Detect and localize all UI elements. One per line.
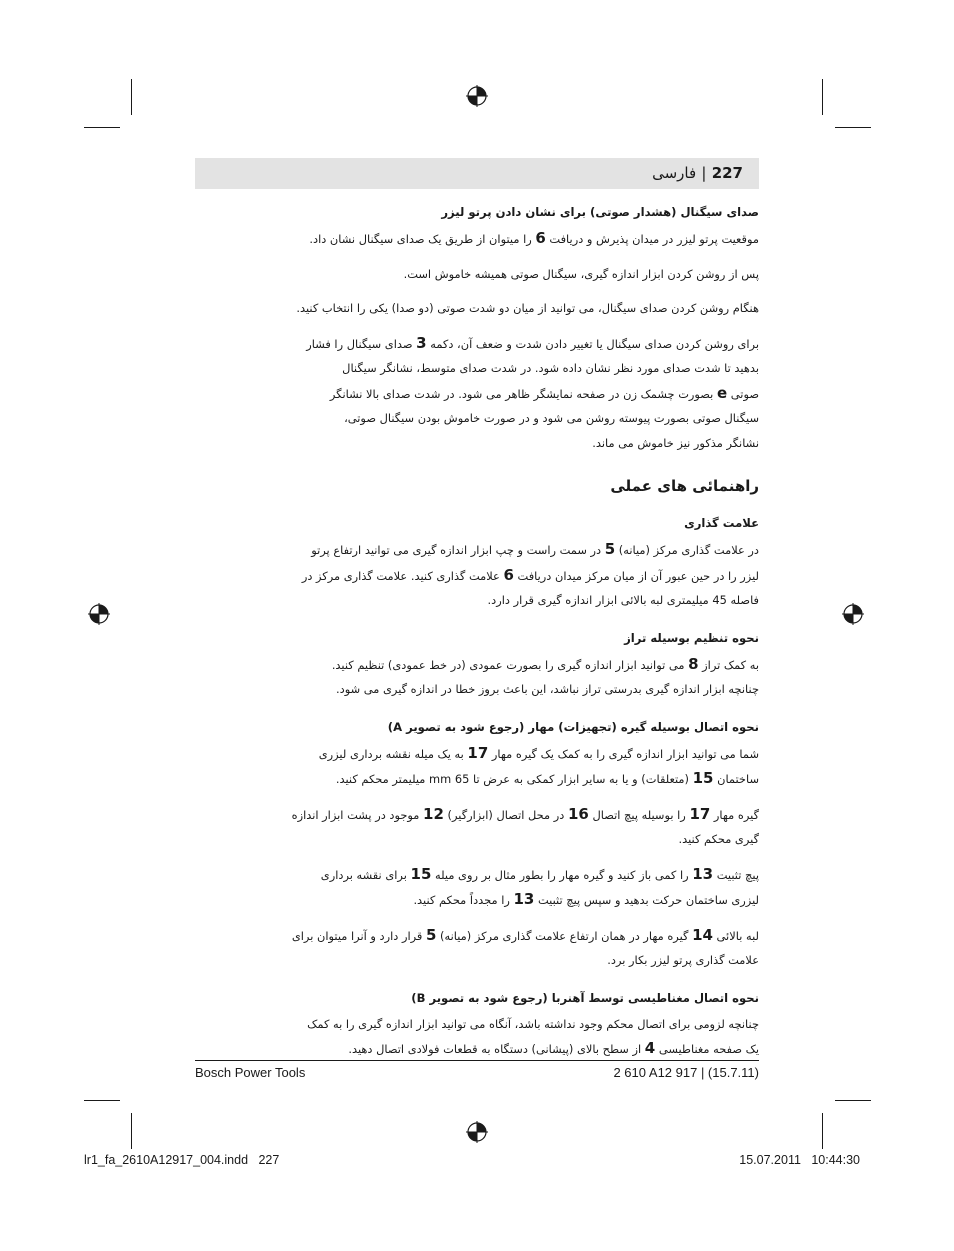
paragraph bbox=[195, 331, 759, 456]
slug-datetime: 15.07.2011 10:44:30 bbox=[739, 1153, 860, 1167]
text-line: بدهید تا شدت صدای مورد نظر نشان داده شود. در شدت صدای متوسط، نشانگر سیگنال bbox=[342, 361, 759, 375]
text-line: علامت گذاری پرتو لیزر بکار برد. bbox=[607, 953, 759, 967]
footer-rule bbox=[195, 1060, 759, 1061]
crop-mark-bottom-left-v bbox=[131, 1113, 132, 1149]
text-line: گیری محکم کنید. bbox=[678, 832, 759, 846]
slug-filename: lr1_fa_2610A12917_004.indd 227 bbox=[84, 1153, 280, 1167]
paragraph bbox=[195, 226, 759, 252]
crop-mark-top-right-h bbox=[835, 127, 871, 128]
text-line: چنانچه ابزار اندازه گیری بدرستی تراز نباشد، این باعث بروز خطا در اندازه گیری می شود. bbox=[336, 682, 759, 696]
text-line: فاصله 45 میلیمتری لبه بالائی ابزار اندازه گیری قرار دارد. bbox=[487, 593, 759, 607]
subsection-heading: نحوه اتصال بوسیله گیره (تجهیزات) مهار (رجوع شود به تصویر A) bbox=[387, 719, 759, 734]
text-line: سیگنال صوتی بصورت پیوسته روشن می شود و در صورت خاموش بودن سیگنال صوتی، bbox=[344, 411, 759, 425]
paragraph bbox=[195, 652, 759, 702]
spacer bbox=[195, 252, 759, 262]
page-number: 227 bbox=[711, 164, 743, 182]
text-line: برای روشن کردن صدای سیگنال یا تغییر دادن شدت و ضعف آن، دکمه 3 صدای سیگنال را فشار bbox=[306, 333, 759, 352]
text-line: گیره مهار 17 را بوسیله پیچ اتصال 16 در محل اتصال (ابزارگیر) 12 موجود در پشت ابزار اندازه bbox=[291, 804, 759, 823]
page-body bbox=[195, 200, 759, 1062]
crosshair-registration-icon bbox=[842, 603, 864, 625]
page-header bbox=[652, 164, 743, 182]
spacer bbox=[195, 613, 759, 626]
text-line: هنگام روشن کردن صدای سیگنال، می توانید از میان دو شدت صوتی (دو صدا) یکی را انتخاب کنید. bbox=[296, 301, 759, 315]
paragraph bbox=[195, 741, 759, 792]
crop-mark-top-left-v bbox=[131, 79, 132, 115]
text-line: موقعیت پرتو لیزر در میدان پذیرش و دریافت 6 را میتوان از طریق یک صدای سیگنال نشان داد. bbox=[309, 229, 759, 247]
spacer bbox=[195, 455, 759, 474]
spacer bbox=[195, 702, 759, 715]
spacer bbox=[195, 286, 759, 296]
paragraph bbox=[195, 802, 759, 852]
subsection-heading: نحوه اتصال مغناطیسی توسط آهنربا (رجوع شود به تصویر B) bbox=[411, 990, 759, 1005]
header-separator: | bbox=[701, 164, 707, 182]
crosshair-registration-icon bbox=[466, 85, 488, 107]
crop-mark-top-left-h bbox=[84, 127, 120, 128]
paragraph bbox=[195, 862, 759, 913]
text-line: یک صفحه مغناطیسی 4 از سطح بالای (پیشانی) دستگاه به قطعات فولادی اتصال دهید. bbox=[348, 1039, 759, 1057]
section-heading: راهنمائی های عملی bbox=[610, 477, 759, 495]
spacer bbox=[195, 792, 759, 802]
subsection-heading: صدای سیگنال (هشدار صوتی) برای نشان دادن پرتو لیزر bbox=[441, 205, 759, 219]
crop-mark-bottom-left-h bbox=[84, 1100, 120, 1101]
spacer bbox=[195, 321, 759, 331]
paragraph bbox=[195, 1012, 759, 1062]
text-line: به کمک تراز 8 می توانید ابزار اندازه گیری را بصورت عمودی (در خط عمودی) تنظیم کنید. bbox=[331, 654, 759, 673]
crop-mark-top-right-v bbox=[822, 79, 823, 115]
footer-publisher: Bosch Power Tools bbox=[195, 1065, 306, 1080]
text-line: لیزر را در حین عبور آن از میان مرکز میدان دریافت 6 علامت گذاری کنید. علامت گذاری مرکز در bbox=[301, 565, 759, 584]
footer-doc-number: 2 610 A12 917 | (15.7.11) bbox=[613, 1065, 759, 1080]
header-language: فارسی bbox=[652, 164, 697, 182]
text-line: ساختمان 15 (متعلقات) و یا به سایر ابزار کمکی به عرض تا 65 mm میلیمتر محکم کنید. bbox=[335, 769, 759, 787]
paragraph bbox=[195, 537, 759, 613]
paragraph bbox=[195, 923, 759, 973]
crosshair-registration-icon bbox=[466, 1121, 488, 1143]
subsection-heading: نحوه تنظیم بوسیله تراز bbox=[624, 630, 759, 645]
text-line: چنانچه لزومی برای اتصال محکم وجود نداشته باشد، آنگاه می توانید ابزار اندازه گیری را به کمک bbox=[307, 1016, 759, 1031]
text-line: شما می توانید ابزار اندازه گیری را به کمک یک گیره مهار 17 به یک میله نقشه برداری لیزری bbox=[318, 743, 759, 762]
paragraph bbox=[195, 296, 759, 321]
text-line: پس از روشن کردن ابزار اندازه گیری، سیگنال صوتی همیشه خاموش است. bbox=[403, 266, 759, 281]
paragraph bbox=[195, 262, 759, 287]
spacer bbox=[195, 852, 759, 862]
spacer bbox=[195, 973, 759, 986]
spacer bbox=[195, 498, 759, 511]
text-line: صوتی e بصورت چشمک زن در صفحه نمایشگر ظاهر می شود. در شدت صدای بالا نشانگر bbox=[329, 383, 759, 402]
subsection-heading: علامت گذاری bbox=[684, 516, 759, 530]
crop-mark-bottom-right-h bbox=[835, 1100, 871, 1101]
text-line: لیزری ساختمان حرکت بدهید و سپس پیچ تثبیت 13 را مجدداً محکم کنید. bbox=[413, 890, 759, 908]
crosshair-registration-icon bbox=[88, 603, 110, 625]
spacer bbox=[195, 913, 759, 923]
text-line: لبه بالائی 14 گیره مهار در همان ارتفاع علامت گذاری مرکز (میانه) 5 قرار دارد و آنرا میتوان برای bbox=[291, 925, 759, 944]
text-line: پیچ تثبیت 13 را کمی باز کنید و گیره مهار را بطور مثال بر روی میله 15 برای نقشه برداری bbox=[320, 864, 759, 883]
crop-mark-bottom-right-v bbox=[822, 1113, 823, 1149]
text-line: در علامت گذاری مرکز (میانه) 5 در سمت راست و چپ ابزار اندازه گیری می توانید ارتفاع پرتو bbox=[311, 540, 759, 558]
text-line: نشانگر مذکور نیز خاموش می ماند. bbox=[592, 435, 759, 450]
